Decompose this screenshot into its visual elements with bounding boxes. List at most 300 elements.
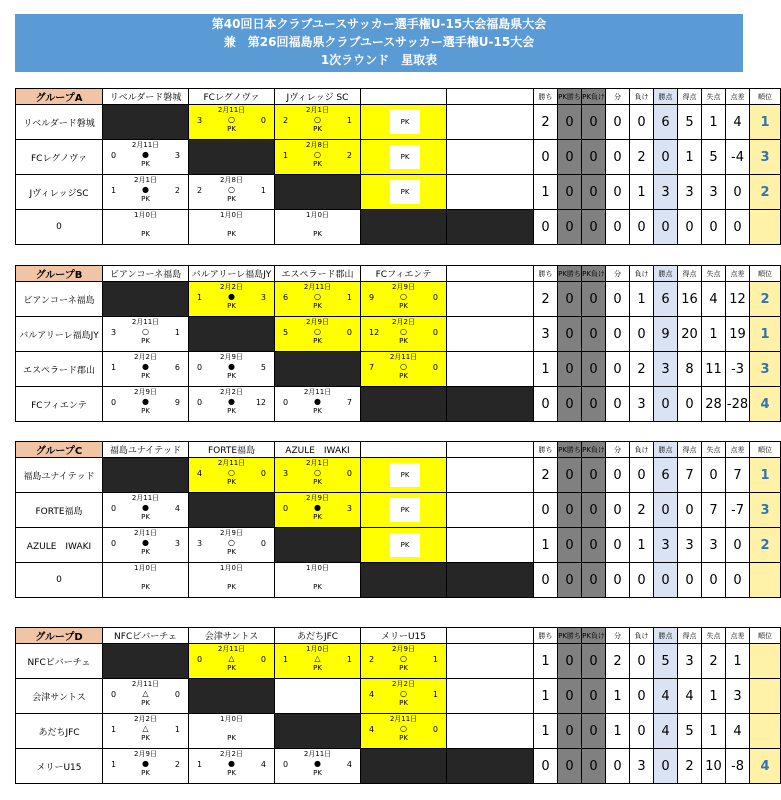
match-date: 1月0日: [306, 211, 329, 219]
extra-cell: [447, 528, 534, 563]
stat-header: 勝ち: [534, 266, 558, 282]
stat-cell: 0: [582, 317, 606, 352]
stat-cell: 0: [702, 563, 726, 598]
score-left: 1: [111, 725, 117, 734]
pk-label: PK: [227, 372, 236, 380]
stat-cell: 1: [702, 679, 726, 714]
match-date: 1月0日: [134, 564, 157, 572]
match-date: 1月0日: [220, 715, 243, 723]
opponent-team-header: Jヴィレッジ SC: [275, 89, 361, 105]
score-left: 4: [197, 469, 203, 478]
group-label: グループC: [16, 442, 103, 458]
result-mark: ●: [142, 759, 149, 768]
match-result-cell: [189, 105, 275, 140]
pk-column-cell: [361, 493, 447, 528]
match-result-cell: [189, 563, 275, 598]
group-table: [15, 627, 781, 784]
stat-cell: 4: [654, 679, 678, 714]
pk-label: PK: [227, 302, 236, 310]
stat-cell: 0: [558, 175, 582, 210]
extra-cell: [447, 493, 534, 528]
match-date: 2月11日: [131, 141, 160, 149]
score-right: 9: [174, 398, 180, 407]
pk-box: PK: [390, 180, 420, 204]
team-name: ビアンコーネ福島: [16, 282, 103, 317]
score-left: 1: [197, 760, 203, 769]
result-mark: ●: [228, 759, 235, 768]
pk-label: PK: [141, 734, 150, 742]
stat-cell: 0: [558, 282, 582, 317]
stat-cell: 6: [654, 282, 678, 317]
match-date: 2月11日: [389, 353, 418, 361]
stat-cell: 2: [630, 493, 654, 528]
stat-cell: 0: [582, 175, 606, 210]
match-result-cell: [189, 352, 275, 387]
pk-label: PK: [141, 699, 150, 707]
stat-cell: 0: [606, 563, 630, 598]
pk-box: [304, 687, 334, 709]
match-result-cell: [189, 714, 275, 749]
result-mark: ○: [400, 689, 407, 698]
team-name: AZULE IWAKI: [16, 528, 103, 563]
stat-cell: 3: [726, 679, 750, 714]
stat-header: PK負け: [582, 266, 606, 282]
self-match-cell: [103, 644, 189, 679]
opponent-team-header: [361, 89, 447, 105]
result-mark: ●: [228, 292, 235, 301]
rank-cell: [750, 210, 781, 245]
match-result-cell: [189, 175, 275, 210]
stat-cell: 7: [678, 458, 702, 493]
score-left: 2: [197, 186, 203, 195]
stat-header: PK勝ち: [558, 628, 582, 644]
score-left: 4: [369, 725, 375, 734]
score-left: 1: [283, 655, 289, 664]
stat-header: PK負け: [582, 89, 606, 105]
stat-cell: 20: [678, 317, 702, 352]
match-result-cell: [275, 105, 361, 140]
stat-cell: 8: [678, 352, 702, 387]
stat-cell: 0: [582, 105, 606, 140]
stat-cell: 0: [606, 210, 630, 245]
self-match-cell: [361, 210, 447, 245]
opponent-team-header: リベルダード磐城: [103, 89, 189, 105]
stat-cell: 0: [726, 563, 750, 598]
table-row: [16, 679, 781, 714]
stat-cell: 1: [534, 352, 558, 387]
pk-label: PK: [399, 699, 408, 707]
score-right: 1: [174, 328, 180, 337]
score-left: 3: [197, 116, 203, 125]
stat-cell: 5: [678, 105, 702, 140]
group-header-row: [16, 266, 781, 282]
result-mark: ●: [142, 397, 149, 406]
stat-header: 勝ち: [534, 442, 558, 458]
match-result-cell: [275, 282, 361, 317]
pk-column-cell: [361, 528, 447, 563]
score-right: 1: [346, 116, 352, 125]
match-date: 2月11日: [131, 318, 160, 326]
stat-cell: 0: [630, 714, 654, 749]
stat-cell: 0: [558, 352, 582, 387]
match-date: 2月2日: [134, 353, 157, 361]
match-result-cell: [189, 210, 275, 245]
match-date: 2月11日: [217, 106, 246, 114]
stat-cell: 0: [582, 714, 606, 749]
stat-cell: 3: [654, 352, 678, 387]
score-right: 0: [346, 469, 352, 478]
team-name: バルアリーレ福島JY: [16, 317, 103, 352]
pk-box: PK: [390, 110, 420, 134]
stat-cell: 3: [678, 175, 702, 210]
stat-cell: 1: [534, 528, 558, 563]
score-right: 6: [174, 363, 180, 372]
stat-cell: 0: [582, 210, 606, 245]
score-right: 4: [346, 760, 352, 769]
rank-cell: 1: [750, 105, 781, 140]
stat-cell: 0: [558, 528, 582, 563]
result-mark: ○: [400, 327, 407, 336]
pk-label: PK: [313, 664, 322, 672]
stat-cell: 0: [582, 749, 606, 784]
team-name: メリーU15: [16, 749, 103, 784]
score-right: 1: [432, 655, 438, 664]
match-result-cell: [103, 749, 189, 784]
extra-cell: [447, 105, 534, 140]
result-mark: ○: [400, 724, 407, 733]
match-result-cell: [361, 282, 447, 317]
stat-cell: 16: [678, 282, 702, 317]
stat-cell: 2: [534, 282, 558, 317]
table-row: [16, 749, 781, 784]
stat-header: 勝点: [654, 89, 678, 105]
result-mark: ○: [400, 362, 407, 371]
score-left: 0: [111, 398, 117, 407]
pk-label: PK: [313, 125, 322, 133]
stat-cell: 0: [606, 105, 630, 140]
extra-cell: [447, 458, 534, 493]
stat-header: 失点: [702, 266, 726, 282]
stat-header: 得点: [678, 442, 702, 458]
pk-label: PK: [313, 583, 322, 591]
rank-cell: 2: [750, 528, 781, 563]
pk-label: PK: [227, 195, 236, 203]
rank-cell: 2: [750, 175, 781, 210]
stat-cell: 0: [702, 210, 726, 245]
team-name: エスペラード郡山: [16, 352, 103, 387]
stat-cell: 0: [726, 528, 750, 563]
stat-cell: 1: [726, 644, 750, 679]
match-result-cell: [361, 352, 447, 387]
pk-box: PK: [390, 145, 420, 169]
stat-header: 得点: [678, 89, 702, 105]
self-match-cell: [189, 493, 275, 528]
stat-cell: 0: [654, 210, 678, 245]
title-line-1: 第40回日本クラブユースサッカー選手権U-15大会福島県大会: [211, 17, 547, 31]
stat-cell: 0: [630, 105, 654, 140]
group-label: グループB: [16, 266, 103, 282]
result-mark: ○: [142, 327, 149, 336]
stat-header: 勝点: [654, 442, 678, 458]
match-date: 2月1日: [134, 529, 157, 537]
rank-cell: 4: [750, 749, 781, 784]
match-result-cell: [103, 714, 189, 749]
stat-header: 失点: [702, 89, 726, 105]
stat-cell: 0: [630, 679, 654, 714]
stat-header: 点差: [726, 266, 750, 282]
match-result-cell: [189, 387, 275, 422]
result-mark: ○: [228, 185, 235, 194]
extra-cell: [447, 317, 534, 352]
match-date: 2月11日: [389, 715, 418, 723]
match-result-cell: [189, 458, 275, 493]
result-mark: ●: [142, 503, 149, 512]
group-table: [15, 88, 781, 245]
stat-cell: 2: [534, 105, 558, 140]
match-result-cell: [275, 387, 361, 422]
opponent-team-header: NFCビバーチェ: [103, 628, 189, 644]
stat-header: PK勝ち: [558, 89, 582, 105]
score-right: 3: [174, 539, 180, 548]
match-date: 1月0日: [306, 564, 329, 572]
result-mark: ●: [228, 362, 235, 371]
result-mark: ○: [314, 468, 321, 477]
result-mark: ●: [142, 538, 149, 547]
score-right: 3: [260, 293, 266, 302]
stat-cell: 0: [654, 749, 678, 784]
stat-cell: 0: [606, 458, 630, 493]
stat-cell: 6: [654, 105, 678, 140]
pk-label: PK: [399, 734, 408, 742]
stat-cell: 5: [678, 714, 702, 749]
extra-cell: [447, 749, 534, 784]
extra-cell: [447, 282, 534, 317]
pk-label: PK: [141, 230, 150, 238]
blank-header: [447, 89, 534, 105]
team-name: NFCビバーチェ: [16, 644, 103, 679]
stat-cell: 0: [678, 563, 702, 598]
table-row: [16, 528, 781, 563]
stat-header: 分: [606, 89, 630, 105]
stat-cell: 0: [654, 563, 678, 598]
stat-cell: 7: [702, 493, 726, 528]
rank-cell: 3: [750, 352, 781, 387]
rank-cell: [750, 679, 781, 714]
stat-header: 順位: [750, 628, 781, 644]
stat-cell: 7: [726, 458, 750, 493]
match-date: 2月9日: [306, 494, 329, 502]
match-result-cell: [103, 493, 189, 528]
stat-cell: 0: [606, 493, 630, 528]
group-label: グループA: [16, 89, 103, 105]
title-line-3: 1次ラウンド 星取表: [320, 53, 438, 67]
team-name: JヴィレッジSC: [16, 175, 103, 210]
score-left: 0: [111, 504, 117, 513]
stat-cell: 0: [726, 210, 750, 245]
self-match-cell: [361, 563, 447, 598]
match-date: 2月11日: [217, 645, 246, 653]
pk-label: PK: [141, 195, 150, 203]
stat-cell: 0: [606, 140, 630, 175]
stat-cell: 3: [678, 528, 702, 563]
self-match-cell: [275, 175, 361, 210]
self-match-cell: [189, 140, 275, 175]
stat-header: 負け: [630, 89, 654, 105]
stat-cell: 12: [726, 282, 750, 317]
opponent-team-header: エスペラード郡山: [275, 266, 361, 282]
match-result-cell: [103, 528, 189, 563]
score-right: 0: [174, 690, 180, 699]
group-header-row: [16, 89, 781, 105]
opponent-team-header: ビアンコーネ福島: [103, 266, 189, 282]
result-mark: ○: [314, 150, 321, 159]
table-row: [16, 105, 781, 140]
stat-cell: 3: [534, 317, 558, 352]
stat-header: 分: [606, 266, 630, 282]
pk-label: PK: [399, 337, 408, 345]
team-name: 0: [16, 210, 103, 245]
stat-cell: 1: [678, 140, 702, 175]
opponent-team-header: AZULE IWAKI: [275, 442, 361, 458]
result-mark: ●: [314, 397, 321, 406]
match-result-cell: [103, 175, 189, 210]
pk-label: PK: [141, 160, 150, 168]
score-right: 2: [174, 186, 180, 195]
score-right: 1: [346, 655, 352, 664]
stat-header: 勝ち: [534, 628, 558, 644]
match-result-cell: [275, 140, 361, 175]
title-line-2: 兼 第26回福島県クラブユースサッカー選手権U-15大会: [223, 35, 535, 49]
pk-column-cell: [361, 105, 447, 140]
match-result-cell: [103, 352, 189, 387]
stat-cell: 0: [606, 387, 630, 422]
match-date: 2月9日: [134, 388, 157, 396]
score-right: 1: [260, 186, 266, 195]
match-date: 2月11日: [303, 750, 332, 758]
result-mark: ○: [314, 327, 321, 336]
score-left: 0: [283, 760, 289, 769]
stat-header: 順位: [750, 266, 781, 282]
match-date: 2月11日: [131, 494, 160, 502]
stat-header: 失点: [702, 628, 726, 644]
self-match-cell: [103, 458, 189, 493]
stat-cell: 0: [582, 352, 606, 387]
rank-cell: 4: [750, 387, 781, 422]
result-mark: ●: [314, 759, 321, 768]
pk-column-cell: [361, 458, 447, 493]
match-result-cell: [275, 749, 361, 784]
score-right: 7: [346, 398, 352, 407]
table-row: [16, 644, 781, 679]
result-mark: ●: [142, 362, 149, 371]
extra-cell: [447, 563, 534, 598]
stat-cell: 9: [654, 317, 678, 352]
self-match-cell: [275, 528, 361, 563]
stat-cell: 1: [534, 714, 558, 749]
score-left: 0: [197, 363, 203, 372]
pk-label: PK: [141, 337, 150, 345]
result-mark: ○: [400, 654, 407, 663]
match-date: 2月11日: [131, 680, 160, 688]
pk-label: PK: [227, 407, 236, 415]
stat-cell: 0: [558, 458, 582, 493]
score-left: 0: [111, 690, 117, 699]
pk-label: PK: [313, 302, 322, 310]
stat-cell: 0: [534, 387, 558, 422]
match-result-cell: [361, 679, 447, 714]
stat-cell: 0: [582, 679, 606, 714]
self-match-cell: [189, 679, 275, 714]
stat-cell: 0: [582, 493, 606, 528]
pk-label: PK: [313, 407, 322, 415]
score-right: 0: [260, 116, 266, 125]
extra-cell: [447, 679, 534, 714]
stat-cell: 2: [630, 352, 654, 387]
pk-label: PK: [227, 125, 236, 133]
score-left: 1: [283, 151, 289, 160]
score-left: 3: [111, 328, 117, 337]
team-name: 会津サントス: [16, 679, 103, 714]
pk-label: PK: [141, 372, 150, 380]
pk-box: PK: [390, 533, 420, 557]
stat-cell: 1: [702, 714, 726, 749]
stat-cell: 4: [702, 282, 726, 317]
stat-cell: 0: [558, 644, 582, 679]
result-mark: ○: [314, 115, 321, 124]
pk-label: PK: [141, 548, 150, 556]
stat-header: 勝点: [654, 266, 678, 282]
score-right: 1: [174, 725, 180, 734]
match-date: 2月1日: [306, 106, 329, 114]
pk-label: PK: [399, 664, 408, 672]
stat-cell: 0: [534, 563, 558, 598]
match-date: 1月0日: [220, 564, 243, 572]
table-row: [16, 458, 781, 493]
match-date: 1月0日: [306, 645, 329, 653]
stat-cell: 0: [558, 679, 582, 714]
score-left: 2: [283, 116, 289, 125]
match-date: 2月9日: [392, 645, 415, 653]
match-date: 2月11日: [303, 388, 332, 396]
stat-cell: 0: [558, 563, 582, 598]
pk-label: PK: [227, 230, 236, 238]
pk-label: PK: [227, 769, 236, 777]
score-left: 0: [283, 398, 289, 407]
stat-header: 点差: [726, 628, 750, 644]
score-left: 0: [283, 504, 289, 513]
pk-label: PK: [227, 734, 236, 742]
pk-label: PK: [141, 513, 150, 521]
stat-cell: 0: [606, 528, 630, 563]
stat-cell: 3: [702, 528, 726, 563]
stat-cell: 0: [678, 210, 702, 245]
table-row: [16, 563, 781, 598]
score-left: 3: [283, 469, 289, 478]
stat-header: 得点: [678, 266, 702, 282]
result-mark: ○: [228, 538, 235, 547]
stat-cell: 4: [726, 714, 750, 749]
stat-header: 分: [606, 442, 630, 458]
opponent-team-header: FCレグノヴァ: [189, 89, 275, 105]
match-result-cell: [189, 749, 275, 784]
stat-cell: 0: [558, 387, 582, 422]
pk-label: PK: [141, 769, 150, 777]
team-name: FORTE福島: [16, 493, 103, 528]
score-left: 1: [111, 363, 117, 372]
blank-header: [447, 442, 534, 458]
stat-cell: -8: [726, 749, 750, 784]
stat-cell: 1: [534, 175, 558, 210]
